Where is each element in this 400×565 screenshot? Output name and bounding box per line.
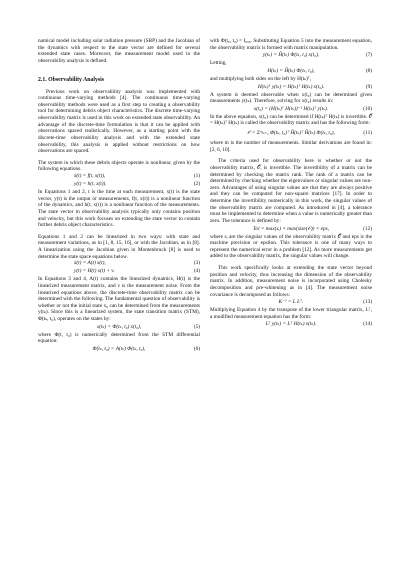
paragraph-linearization: Equations 1 and 2 can be linearized in two ways: with state and measurement variations, as in [1, 8, 15, 16], or with the Jacobian, as in [8]. A linearization using the Jacobian given in Montenbruck [8] is used to determine the state space equations below. [38, 233, 200, 260]
equation-7: y(tₖ) = H̃(tₖ) Φ(tₖ, t₀) x(t₀), [262, 52, 320, 59]
equation-8: H(tₖ) = H̃(tₖ) Φ(tₖ, t₀), [267, 67, 315, 74]
equation-13-row [210, 298, 372, 307]
equation-14: Lᵀ y(tₖ) = Lᵀ H(tₖ) x(tₖ). [265, 321, 317, 328]
equation-number-8: (8) [365, 67, 372, 74]
equation-number-14: (14) [363, 321, 372, 328]
equation-number-6: (6) [193, 345, 200, 352]
equation-number-11: (11) [363, 130, 372, 136]
paragraph-extended-state: This work specifically looks at extending the state vector beyond position and velocity, thus increasing the dimension of the observability matrix. In addition, measurement noise is incorporated using Cholesky decomposition and pre-whitening as in [4]. The measurement noise covariance is decomposed as follows: [210, 265, 372, 298]
paragraph-with: with Φ(t₀, t₀) = I₆ₓ₆. Substituting Equation 5 into the measurement equation, the observability matrix is formed with matrix manipulation. [210, 38, 372, 51]
equation-5-row [38, 323, 200, 332]
equation-9: H(tₖ)ᵀ y(tₖ) = H(tₖ)ᵀ H(tₖ) x(t₀). [257, 83, 325, 90]
paragraph-previous-work: Previous work on observability analysis was implemented with continuous time-varying methods [4]. The continuous time-varying observability methods were used as a first step to creating a observability tool for determining debris object characteristics. The discrete time-varying observability matrix is used in this work on extended state observability. An advantage of the discrete-time formulation is that it can be applied with observations spaced realistically. However, as a starting point with the discrete-time observability analysis and with the extended state observability, this analysis is applied without restrictions on how observations are spaced. [38, 88, 200, 155]
equation-number-2: (2) [193, 181, 200, 187]
equation-number-5: (5) [193, 323, 200, 330]
paragraph-equations-3-4: In Equations 3 and 4, A(t) contains the linearized dynamics, H(t) is the linearized measurement matrix, and ν is the measurement noise. From the linearized equations above, the discrete-time observability matrix can be determined with the following. The fundamental question of observability is whether or not the initial state x₀ can be determined from the measurements y(tₖ). Since this is a linearized system, the state transition matrix (STM), Φ(tₖ, t₀), operates on the states by: [38, 276, 200, 322]
equation-5: x(tₖ) = Φ(tₖ, t₀) x(t₀), [96, 323, 142, 330]
equation-9-row [210, 83, 372, 92]
paragraph-letting: Letting, [210, 60, 227, 67]
paragraph-invertible: In the above equation, x(t₀) can be determined if H(tₖ)ᵀ H(tₖ) is invertible. 𝒪 = H(tₖ)ᵀ H(tₖ) is called the observability matrix and has the following form: [210, 113, 372, 127]
section-heading: 2.1. Observability Analysis [38, 76, 105, 83]
equation-number-13: (13) [363, 299, 372, 306]
equation-2: y(t) = h(t, x(t)). [74, 181, 107, 187]
equation-11-row [210, 127, 372, 140]
equation-number-1: (1) [193, 173, 200, 179]
equation-3: ẋ(t) = A(t) x(t), [74, 260, 106, 267]
paragraph-measurements-count: where m is the number of measurements. Similar derivations are found in: [2, 6, 10]. [210, 140, 372, 153]
paragraph-stm: where Φ(t, t₀) is numerically determined from the STM differential equation: [38, 331, 200, 345]
paragraph-criteria: The criteria used for observability here is whether or not the observability matrix, 𝒪, is invertible. The invertibility of a matrix can be determined by checking the matrix rank. The rank of a matrix can be determined by checking whether the eigenvalues or singular values are non-zero. Advantages of using singular values are that they are always positive and they can be computed for non-square matrices [17]. In order to determine the invertibility numerically in this work, the singular values of the observability matrix are computed. As introduced in [4], a tolerance must be implemented to determine when a value is numerically greater than zero. The tolerance is defined by: [210, 158, 372, 224]
equation-4: y(t) = H(t) x(t) + ν. [74, 268, 115, 275]
equation-number-10: (10) [363, 105, 372, 112]
equation-12-row [210, 225, 372, 234]
paragraph-observable: A system is deemed observable when x(t₀) can be determined given measurements y(tₖ). Therefore, solving for x(t₀) results in: [210, 91, 372, 105]
paragraph-system: The system in which these debris objects operate is nonlinear, given by the following equations. [38, 159, 200, 173]
paragraph-intro: namical model including solar radiation pressure (SRP) and the Jacobian of the dynamics with respect to the state vector are defined for several extended state cases. Moreover, the measurement model used in the observability analysis is defined. [38, 38, 200, 64]
equation-8-row [210, 67, 372, 76]
equation-block-3-4 [38, 260, 200, 276]
equation-number-12: (12) [363, 225, 372, 232]
equation-6: Φ̇(tₖ, t₀) = A(tₖ) Φ(tₖ, t₀), [92, 345, 146, 352]
equation-14-row [210, 320, 372, 329]
equation-10-row [210, 105, 372, 114]
paragraph-tolerance: where sᵢ are the singular values of the observability matrix 𝒪 and eps is the machine precision or epsilon. This tolerance is one of many ways to represent the numerical error in a problem [12]. As more measurements get added to the observability matrix, the singular values will change. [210, 233, 372, 260]
equation-10: x(t₀) = (H(tₖ)ᵀ H(tₖ))⁻¹ H(tₖ)ᵀ y(tₖ). [253, 105, 329, 112]
paragraph-multiplying: Multiplying Equation 4 by the transpose of the lower triangular matrix, Lᵀ, a modified measurement equation has the form: [210, 307, 372, 320]
equation-12: Tol = max(sᵢ) × max(size(𝒪)) × eps, [252, 225, 330, 232]
equation-number-4: (4) [193, 268, 200, 275]
equation-6-row [38, 345, 200, 354]
left-column [38, 38, 200, 354]
equation-7-row [210, 51, 372, 60]
equation-13: K⁻¹ = L Lᵀ. [278, 299, 304, 306]
equation-1: ẋ(t) = f(t, x(t)), [74, 173, 106, 179]
equation-number-7: (7) [365, 52, 372, 59]
equation-block-1-2 [38, 173, 200, 189]
right-column [210, 38, 372, 329]
equation-11: 𝒪 = Σᵐₖ₌₁ Φ(tₖ, t₀)ᵀ H̃(tₖ)ᵀ H̃(tₖ) Φ(tₖ, t₀), [247, 130, 335, 136]
equation-number-9: (9) [365, 83, 372, 90]
paragraph-multiply: and multiplying both sides on the left by H(tₖ)ᵀ, [210, 75, 312, 82]
equation-number-3: (3) [193, 260, 200, 267]
paragraph-equations-1-2: In Equations 1 and 2, t is the time at each measurement, x(t) is the state vector, y(t) is the output or measurements, f(t, x(t)) is a nonlinear function of the dynamics, and h(t, x(t)) is a nonlinear function of the measurements. The state vector in observability analysis typically only contains position and velocity, but this work focuses on extending the state vector to contain further debris object characteristics. [38, 189, 200, 229]
